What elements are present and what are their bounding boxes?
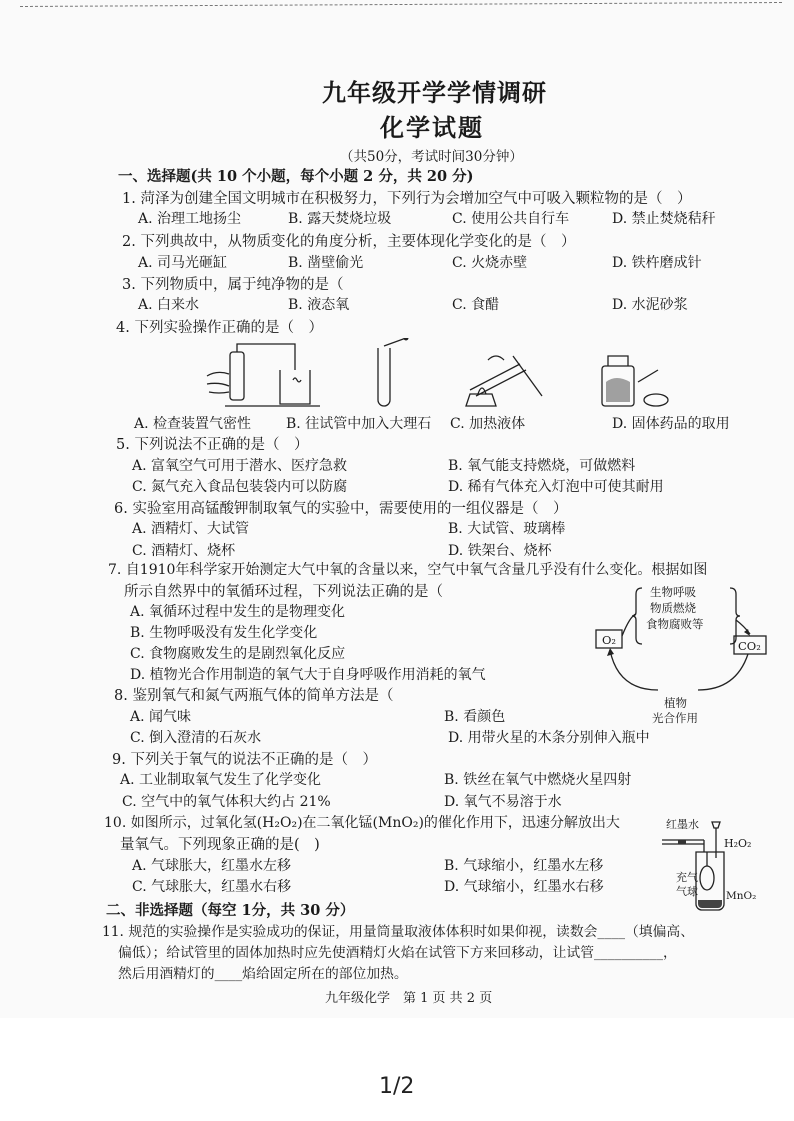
q5-option-a: A. 富氧空气可用于潜水、医疗急救 bbox=[132, 458, 348, 474]
q3-option-d: D. 水泥砂浆 bbox=[612, 297, 688, 313]
balloon-label-2: 气球 bbox=[676, 885, 698, 898]
q6-stem: 6. 实验室用高锰酸钾制取氧气的实验中，需要使用的一组仪器是（ ） bbox=[114, 501, 568, 517]
q7-option-c: C. 食物腐败发生的是剧烈氧化反应 bbox=[130, 646, 346, 662]
q2-stem: 2. 下列典故中，从物质变化的角度分析，主要体现化学变化的是（ ） bbox=[122, 234, 576, 250]
page-footer: 九年级化学 第 1 页 共 2 页 bbox=[325, 991, 493, 1006]
q9-option-a: A. 工业制取氧气发生了化学变化 bbox=[120, 772, 322, 788]
q6-option-a: A. 酒精灯、大试管 bbox=[132, 521, 250, 537]
q5-option-c: C. 氮气充入食品包装袋内可以防腐 bbox=[132, 479, 348, 495]
q3-stem: 3. 下列物质中，属于纯净物的是（ bbox=[122, 277, 344, 293]
q10-option-d: D. 气球缩小，红墨水右移 bbox=[444, 879, 604, 895]
q1-option-d: D. 禁止焚烧秸秆 bbox=[612, 211, 716, 227]
q9-option-b: B. 铁丝在氧气中燃烧火星四射 bbox=[444, 772, 632, 788]
q6-option-d: D. 铁架台、烧杯 bbox=[448, 543, 552, 559]
scan-edge bbox=[20, 2, 782, 10]
q8-option-d: D. 用带火星的木条分别伸入瓶中 bbox=[448, 730, 650, 746]
q4-option-c: C. 加热液体 bbox=[450, 416, 526, 432]
h2o2-label: H₂O₂ bbox=[724, 837, 752, 850]
q5-option-b: B. 氧气能支持燃烧，可做燃料 bbox=[448, 458, 636, 474]
q10-option-a: A. 气球胀大，红墨水左移 bbox=[132, 858, 292, 874]
section-1-heading: 一、选择题(共 10 个小题，每个小题 2 分，共 20 分) bbox=[118, 168, 474, 185]
q10-option-b: B. 气球缩小，红墨水左移 bbox=[444, 858, 604, 874]
q5-option-d: D. 稀有气体充入灯泡中可使其耐用 bbox=[448, 479, 664, 495]
q2-option-d: D. 铁杵磨成针 bbox=[612, 255, 702, 271]
q3-option-a: A. 白来水 bbox=[138, 297, 200, 313]
cycle-item-respiration: 生物呼吸 bbox=[650, 585, 696, 599]
q7-option-a: A. 氧循环过程中发生的是物理变化 bbox=[130, 604, 346, 620]
q9-option-d: D. 氧气不易溶于水 bbox=[444, 794, 562, 810]
red-ink-label: 红墨水 bbox=[666, 818, 699, 831]
q7-stem-line2: 所示自然界中的氧循环过程，下列说法正确的是（ bbox=[124, 584, 443, 600]
q11-line3: 然后用酒精灯的____焰给固定所在的部位加热。 bbox=[118, 966, 408, 982]
q2-option-b: B. 凿壁偷光 bbox=[288, 255, 364, 271]
mno2-label: MnO₂ bbox=[726, 890, 757, 902]
q8-option-a: A. 闻气味 bbox=[130, 709, 192, 725]
q9-stem: 9. 下列关于氧气的说法不正确的是（ ） bbox=[112, 752, 377, 768]
cycle-o2-box: O₂ bbox=[602, 633, 617, 647]
test-tube-figure bbox=[370, 338, 410, 410]
balloon-label-1: 充气 bbox=[676, 871, 698, 884]
q8-option-c: C. 倒入澄清的石灰水 bbox=[130, 730, 262, 746]
q7-option-b: B. 生物呼吸没有发生化学变化 bbox=[130, 625, 318, 641]
airtight-check-figure bbox=[205, 340, 325, 410]
cycle-item-combustion: 物质燃烧 bbox=[650, 601, 696, 615]
q4-stem: 4. 下列实验操作正确的是（ ） bbox=[116, 320, 323, 336]
q8-stem: 8. 鉴别氧气和氮气两瓶气体的简单方法是（ bbox=[114, 688, 394, 704]
heating-liquid-figure bbox=[458, 350, 548, 412]
q6-option-c: C. 酒精灯、烧杯 bbox=[132, 543, 236, 559]
q9-option-c: C. 空气中的氧气体积大约占 21% bbox=[122, 794, 331, 810]
q4-option-d: D. 固体药品的取用 bbox=[612, 416, 730, 432]
q4-option-b: B. 往试管中加入大理石 bbox=[286, 416, 432, 432]
q7-stem-line1: 7. 自1910年科学家开始测定大气中氧的含量以来，空气中氧气含量几乎没有什么变化。根据如图 bbox=[108, 562, 708, 578]
q10-option-c: C. 气球胀大，红墨水右移 bbox=[132, 879, 292, 895]
h2o2-apparatus-figure bbox=[660, 818, 760, 918]
q3-option-b: B. 液态氧 bbox=[288, 297, 350, 313]
q1-option-b: B. 露天焚烧垃圾 bbox=[288, 211, 392, 227]
exam-title: 九年级开学学情调研 bbox=[322, 78, 547, 107]
q11-line1: 11. 规范的实验操作是实验成功的保证，用量筒量取液体体积时如果仰视，读数会____（填偏高、 bbox=[102, 924, 694, 940]
q11-line2: 偏低）；给试管里的固体加热时应先使酒精灯火焰在试管下方来回移动，让试管__________， bbox=[118, 945, 677, 961]
q3-option-c: C. 食醋 bbox=[452, 297, 500, 313]
q10-stem-line1: 10. 如图所示，过氧化氢(H₂O₂)在二氧化锰(MnO₂)的催化作用下，迅速分解放出大 bbox=[104, 815, 620, 831]
cycle-item-decay: 食物腐败等 bbox=[646, 617, 704, 631]
page-indicator: 1/2 bbox=[379, 1074, 415, 1099]
solid-reagent-figure bbox=[598, 352, 672, 410]
q4-option-a: A. 检查装置气密性 bbox=[134, 416, 252, 432]
q1-option-c: C. 使用公共自行车 bbox=[452, 211, 570, 227]
cycle-photosynthesis-label: 光合作用 bbox=[652, 711, 698, 725]
q1-stem: 1. 菏泽为创建全国文明城市在积极努力，下列行为会增加空气中可吸入颗粒物的是（ ） bbox=[122, 191, 692, 207]
cycle-co2-box: CO₂ bbox=[738, 639, 761, 653]
cycle-plant-label: 植物 bbox=[664, 696, 687, 710]
q5-stem: 5. 下列说法不正确的是（ ） bbox=[116, 437, 309, 453]
q2-option-a: A. 司马光砸缸 bbox=[138, 255, 228, 271]
q7-option-d: D. 植物光合作用制造的氧气大于自身呼吸作用消耗的氧气 bbox=[130, 667, 486, 683]
exam-meta: （共50分，考试时间30分钟） bbox=[340, 149, 523, 165]
q8-option-b: B. 看颜色 bbox=[444, 709, 506, 725]
q2-option-c: C. 火烧赤壁 bbox=[452, 255, 528, 271]
q1-option-a: A. 治理工地扬尘 bbox=[138, 211, 242, 227]
exam-subtitle: 化学试题 bbox=[380, 113, 484, 142]
section-2-heading: 二、非选择题（每空 1分，共 30 分） bbox=[106, 902, 355, 919]
q10-stem-line2: 量氧气。下列现象正确的是( ) bbox=[120, 837, 320, 853]
q6-option-b: B. 大试管、玻璃棒 bbox=[448, 521, 566, 537]
